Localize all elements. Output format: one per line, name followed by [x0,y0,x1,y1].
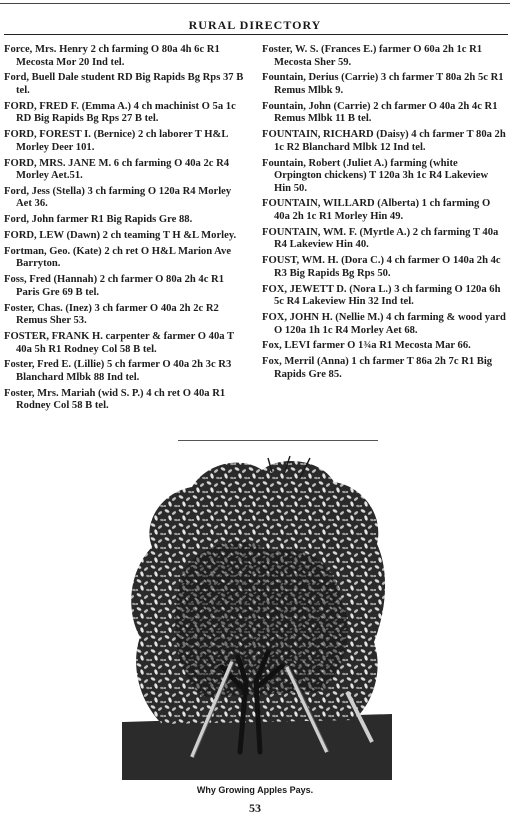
right-column [262,44,506,385]
page-number: 53 [249,801,261,815]
directory-entry: Fountain, Robert (Juliet A.) farming (white Orpington chickens) T 120a 3h 1c R4 Lakeview Hin 50. [262,157,489,194]
directory-entry: FORD, MRS. JANE M. 6 ch farming O 40a 2c R4 Morley Aet.51. [4,157,230,182]
top-edge-rule [0,3,510,4]
directory-entry: Foss, Fred (Hannah) 2 ch farmer O 80a 2h 4c R1 Paris Gre 69 B tel. [4,274,225,298]
page-header-title: RURAL DIRECTORY [188,18,322,32]
directory-entry: FOUNTAIN, RICHARD (Daisy) 4 ch farmer T 80a 2h 1c R2 Blanchard Mlbk 12 Ind tel. [262,129,506,153]
directory-entry: FORD, FRED F. (Emma A.) 4 ch machinist O 5a 1c RD Big Rapids Bg Rps 27 B tel. [4,100,236,125]
directory-entry: Foster, Chas. (Inez) 3 ch farmer O 40a 2h 2c R2 Remus Sher 53. [4,302,219,327]
directory-entry: FOUNTAIN, WILLARD (Alberta) 1 ch farming O 40a 2h 1c R1 Morley Hin 49. [262,198,491,223]
directory-entry: FOX, JOHN H. (Nellie M.) 4 ch farming & wood yard O 120a 1h 1c R4 Morley Aet 68. [262,311,506,336]
directory-entry: Force, Mrs. Henry 2 ch farming O 80a 4h 6c R1 Mecosta Mor 20 Ind tel. [4,44,220,68]
directory-entry: Fountain, John (Carrie) 2 ch farmer O 40a 2h 4c R1 Remus Mlbk 11 B tel. [262,100,498,125]
photo-caption: Why Growing Apples Pays. [196,785,314,795]
directory-entry: FOSTER, FRANK H. carpenter & farmer O 40a T 40a 5h R1 Rodney Col 58 B tel. [4,330,234,355]
directory-entry: FORD, FOREST I. (Bernice) 2 ch laborer T H&L Morley Deer 101. [4,129,228,153]
directory-entry: Ford, Buell Dale student RD Big Rapids Bg Rps 37 B tel. [4,72,244,96]
left-column [4,44,246,416]
header-rule [4,34,508,35]
directory-entry: FOUNTAIN, WM. F. (Myrtle A.) 2 ch farming T 40a R4 Lakeview Hin 40. [262,226,499,251]
apple-tree-photo [122,452,392,780]
directory-entry: Fox, Merril (Anna) 1 ch farmer T 86a 2h 7c R1 Big Rapids Gre 85. [262,356,493,380]
directory-entry: Ford, Jess (Stella) 3 ch farming O 120a R4 Morley Aet 36. [4,185,232,210]
directory-entry: Foster, W. S. (Frances E.) farmer O 60a 2h 1c R1 Mecosta Sher 59. [262,44,483,68]
directory-entry: Foster, Fred E. (Lillie) 5 ch farmer O 40a 2h 3c R3 Blanchard Mlbk 88 Ind tel. [4,359,232,383]
directory-entry: FOUST, WM. H. (Dora C.) 4 ch farmer O 140a 2h 4c R3 Big Rapids Bg Rps 50. [262,255,501,279]
directory-entry: FOX, JEWETT D. (Nora L.) 3 ch farming O 120a 6h 5c R4 Lakeview Hin 32 Ind tel. [262,283,501,308]
directory-entry: Fox, LEVI farmer O 1¾a R1 Mecosta Mar 66. [262,340,471,352]
directory-entry: Fortman, Geo. (Kate) 2 ch ret O H&L Marion Ave Barryton. [4,245,232,270]
directory-entry: Fountain, Derius (Carrie) 3 ch farmer T 80a 2h 5c R1 Remus Mlbk 9. [262,72,504,96]
directory-entry: FORD, LEW (Dawn) 2 ch teaming T H &L Morley. [4,230,237,242]
directory-entry: Ford, John farmer R1 Big Rapids Gre 88. [4,214,193,226]
directory-entry: Foster, Mrs. Mariah (wid S. P.) 4 ch ret O 40a R1 Rodney Col 58 B tel. [4,387,226,412]
section-divider [178,440,378,441]
